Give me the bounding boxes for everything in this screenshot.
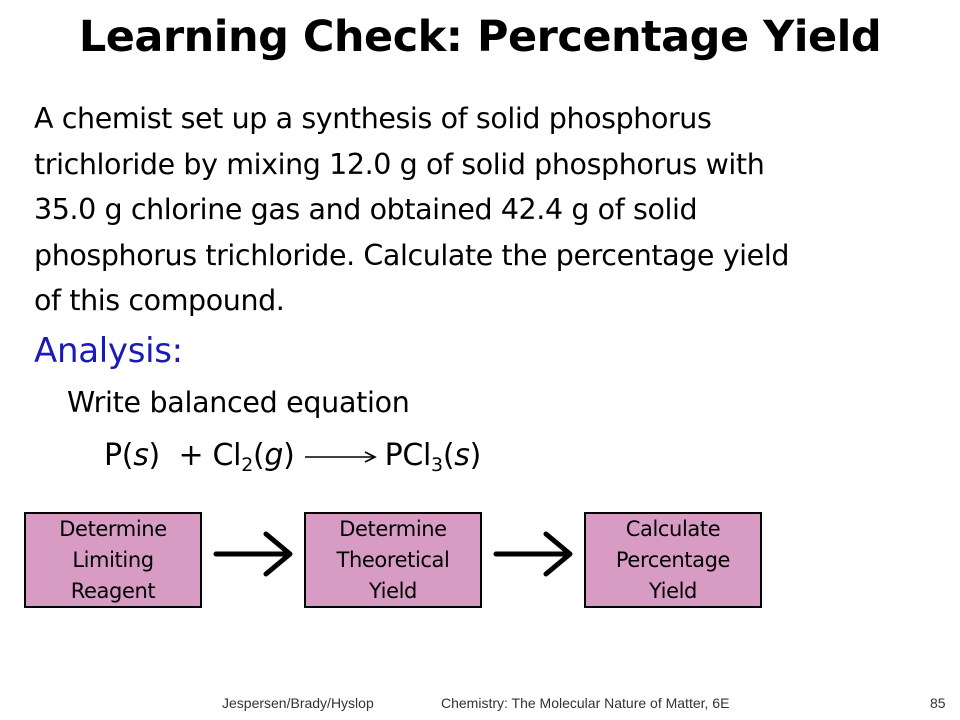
eq-paren: ( bbox=[253, 438, 265, 473]
eq-plus-cl: + Cl bbox=[178, 438, 242, 473]
footer-authors: Jespersen/Brady/Hyslop bbox=[222, 695, 374, 711]
analysis-heading: Analysis: bbox=[34, 331, 183, 371]
flow-arrow-icon bbox=[212, 528, 296, 580]
eq-paren: ( bbox=[442, 438, 455, 473]
problem-line: 35.0 g chlorine gas and obtained 42.4 g of solid bbox=[34, 193, 698, 226]
eq-state-solid: s bbox=[454, 438, 470, 473]
footer-page-number: 85 bbox=[930, 695, 946, 711]
balanced-equation bbox=[104, 438, 481, 476]
eq-reactant1: P( bbox=[104, 438, 134, 473]
flow-box-line: Determine bbox=[59, 516, 167, 541]
flow-box-theoretical-yield bbox=[304, 512, 482, 608]
reaction-arrow-icon bbox=[305, 447, 379, 467]
flow-box-line: Determine bbox=[339, 516, 447, 541]
flow-box-line: Yield bbox=[368, 578, 417, 603]
flow-box-percentage-yield bbox=[584, 512, 762, 608]
eq-paren: ) bbox=[148, 438, 160, 473]
flow-box-line: Theoretical bbox=[336, 547, 450, 572]
step-instruction: Write balanced equation bbox=[67, 386, 410, 419]
flow-box-line: Yield bbox=[648, 578, 697, 603]
problem-statement bbox=[34, 96, 934, 324]
flow-box-line: Reagent bbox=[70, 578, 156, 603]
problem-line: of this compound. bbox=[34, 284, 285, 317]
eq-state-solid: s bbox=[133, 438, 149, 473]
problem-line: A chemist set up a synthesis of solid phosphorus bbox=[34, 102, 712, 135]
problem-line: trichloride by mixing 12.0 g of solid phosphorus with bbox=[34, 147, 765, 181]
eq-subscript: 2 bbox=[241, 454, 253, 476]
flow-arrow-icon bbox=[492, 528, 576, 580]
problem-line: phosphorus trichloride. Calculate the percentage yield bbox=[34, 238, 790, 272]
footer-book-title: Chemistry: The Molecular Nature of Matter, 6E bbox=[441, 695, 730, 711]
eq-state-gas: g bbox=[264, 438, 284, 473]
eq-paren: ) bbox=[283, 438, 295, 473]
flow-box-line: Limiting bbox=[72, 547, 154, 572]
eq-paren: ) bbox=[469, 438, 481, 473]
eq-product: PCl bbox=[384, 438, 432, 473]
flow-box-line: Calculate bbox=[625, 516, 721, 541]
flow-box-line: Percentage bbox=[615, 547, 731, 572]
eq-subscript: 3 bbox=[431, 454, 443, 476]
slide-title: Learning Check: Percentage Yield bbox=[78, 12, 882, 62]
flow-box-limiting-reagent bbox=[24, 512, 202, 608]
